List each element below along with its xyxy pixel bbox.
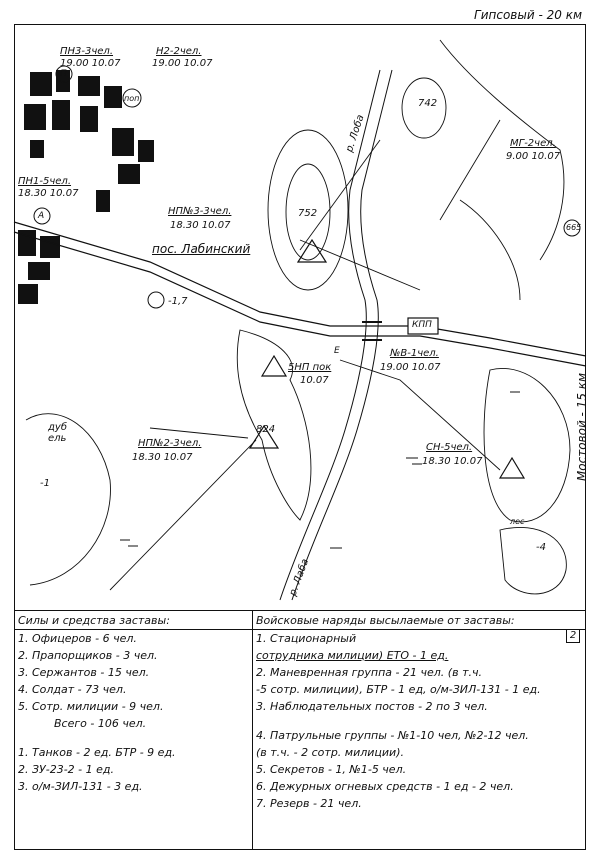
details-item: 4. Патрульные группы - №1-10 чел, №2-12 чел. [256, 729, 529, 742]
legend-table [14, 610, 586, 850]
height-665: 665 [566, 223, 582, 232]
post-np2-title: НП№2-3чел. [138, 438, 202, 449]
forces-item: 5. Сотр. милиции - 9 чел. [18, 700, 164, 713]
details-item: -5 сотр. милиции), БТР - 1 ед, о/м-ЗИЛ-131 - 1 ед. [256, 683, 541, 696]
details-gap [252, 715, 586, 727]
details-column [252, 611, 586, 850]
post-b1-title: №В-1чел. [390, 348, 439, 359]
details-item: (в т.ч. - 2 сотр. милиции). [256, 746, 404, 759]
details-item: 1. Стационарный [256, 632, 357, 645]
post-sn5-time: 18.30 10.07 [422, 456, 483, 467]
post-n2-time: 19.00 10.07 [152, 58, 213, 69]
forces-item: 2. ЗУ-23-2 - 1 ед. [18, 763, 115, 776]
river-upper-label: р. Лоба [344, 113, 367, 154]
page-number: 2 [566, 629, 580, 643]
post-pn3-time: 19.00 10.07 [60, 58, 121, 69]
settlement-label: пос. Лабинский [152, 242, 251, 256]
height-824: 824 [256, 424, 276, 435]
post-np2-time: 18.30 10.07 [132, 452, 193, 463]
settlement-buildings [18, 70, 154, 304]
details-item: сотрудника милиции) ЕТО - 1 ед. [256, 649, 449, 662]
post-kpn3-time: 18.30 10.07 [170, 220, 231, 231]
marker-p: П [60, 69, 67, 79]
river-lower-label: р. Лаба [287, 557, 312, 598]
post-pn3-title: ПН3-3чел. [60, 46, 114, 57]
main-road [14, 222, 586, 366]
river [280, 70, 392, 600]
post-n2-title: Н2-2чел. [156, 46, 202, 57]
value-minus-4: -4 [536, 542, 546, 553]
kpp-label: КПП [412, 320, 432, 330]
value-minus-1: -1 [40, 478, 50, 489]
height-742: 742 [418, 98, 438, 109]
details-item: 3. Наблюдательных постов - 2 по 3 чел. [256, 700, 488, 713]
post-pn1-time: 18.30 10.07 [18, 188, 79, 199]
post-mg-time: 9.00 10.07 [506, 151, 561, 162]
post-mg-title: МГ-2чел. [510, 138, 556, 149]
forces-total: Всего - 106 чел. [54, 717, 147, 730]
forces-column [14, 611, 253, 850]
details-title: Войсковые наряды высылаемые от заставы: [252, 611, 586, 630]
marsh-symbols [120, 392, 520, 548]
post-snp-title: 5НП пок [288, 362, 332, 373]
right-side-distance-label: Мостовой - 15 км [574, 372, 589, 482]
marker-a: А [38, 211, 45, 221]
contour-lines [26, 40, 570, 594]
forces-title: Силы и средства заставы: [14, 611, 252, 630]
forces-item: 3. о/м-ЗИЛ-131 - 3 ед. [18, 780, 143, 793]
forest-label: дуб ель [48, 422, 67, 444]
details-item: 7. Резерв - 21 чел. [256, 797, 362, 810]
forces-gap [14, 732, 252, 744]
post-snp-time: 10.07 [300, 375, 329, 386]
forest-short-label: лес [510, 517, 525, 526]
forces-item: 1. Офицеров - 6 чел. [18, 632, 137, 645]
height-752: 752 [298, 208, 318, 219]
marker-e: Е [334, 346, 340, 356]
value-minus-17: -1,7 [168, 296, 188, 307]
post-b1-time: 19.00 10.07 [380, 362, 441, 373]
forces-item: 1. Танков - 2 ед. БТР - 9 ед. [18, 746, 176, 759]
post-sn5-title: СН-5чел. [426, 442, 473, 453]
top-right-distance-label: Гипсовый - 20 км [474, 8, 582, 22]
patrol-routes [110, 120, 500, 590]
forces-item: 4. Солдат - 73 чел. [18, 683, 127, 696]
details-item: 2. Маневренная группа - 21 чел. (в т.ч. [256, 666, 482, 679]
marker-pop: поп [124, 94, 140, 103]
observation-triangles [250, 240, 524, 478]
forces-item: 3. Сержантов - 15 чел. [18, 666, 150, 679]
forces-item: 2. Прапорщиков - 3 чел. [18, 649, 158, 662]
details-item: 5. Секретов - 1, №1-5 чел. [256, 763, 407, 776]
post-kpn3-title: НП№3-3чел. [168, 206, 232, 217]
details-item: 6. Дежурных огневых средств - 1 ед - 2 чел. [256, 780, 514, 793]
post-pn1-title: ПН1-5чел. [18, 176, 72, 187]
